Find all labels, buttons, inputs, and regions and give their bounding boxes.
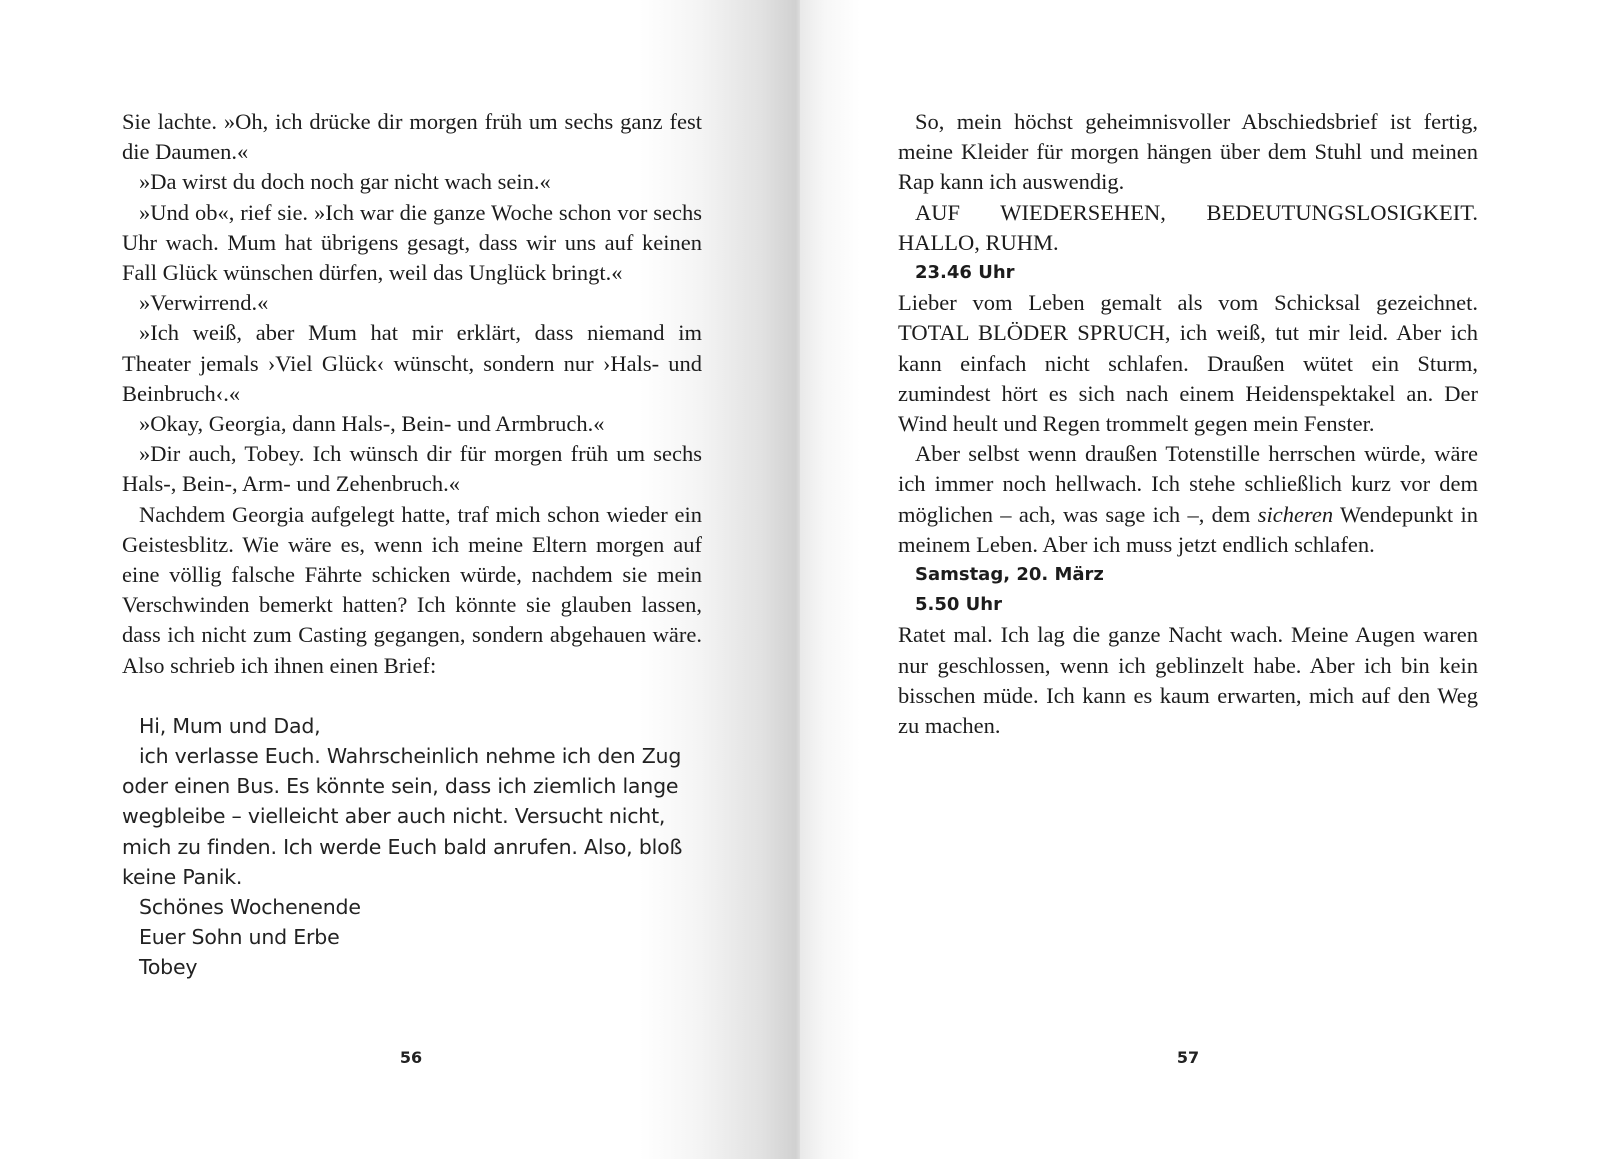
handwritten-letter xyxy=(122,711,702,983)
page-number-right: 57 xyxy=(1176,1048,1200,1067)
paragraph-with-emphasis xyxy=(898,439,1478,560)
diary-date-heading: Samstag, 20. März xyxy=(915,564,1104,586)
paragraph: »Okay, Georgia, dann Hals-, Bein- und Armbruch.« xyxy=(139,411,605,437)
letter-closing: Schönes Wochenende xyxy=(139,895,361,920)
paragraph: Ratet mal. Ich lag die ganze Nacht wach. Meine Augen waren nur geschlossen, wenn ich geblinzelt habe. Aber ich bin kein bisschen müde. Ich kann es kaum erwarten, mich auf den Weg zu machen. xyxy=(898,622,1478,739)
letter-signature-name: Tobey xyxy=(139,955,198,980)
paragraph: »Und ob«, rief sie. »Ich war die ganze Woche schon vor sechs Uhr wach. Mum hat übrigens gesagt, dass wir uns auf keinen Fall Glück wünschen dürfen, weil das Unglück bringt.« xyxy=(122,199,702,286)
emphasized-word: sicheren xyxy=(1257,501,1334,527)
right-page-text xyxy=(898,107,1478,741)
paragraph: Lieber vom Leben gemalt als vom Schicksal gezeichnet. TOTAL BLÖDER SPRUCH, ich weiß, tut mir leid. Aber ich kann einfach nicht schlafen. Draußen wütet ein Sturm, zumindest hört es sich nach einem Heidenspektakel an. Der Wind heult und Regen trommelt gegen mein Fenster. xyxy=(898,290,1478,437)
paragraph: »Ich weiß, aber Mum hat mir erklärt, dass niemand im Theater jemals ›Viel Glück‹ wünscht, sondern nur ›Hals- und Beinbruch‹.« xyxy=(122,320,702,406)
paragraph: »Da wirst du doch noch gar nicht wach sein.« xyxy=(139,169,551,195)
text-segment: Wendepunkt in meinem Leben. Aber ich muss jetzt endlich schlafen. xyxy=(898,501,1478,557)
letter-body: ich verlasse Euch. Wahrscheinlich nehme ich den Zug oder einen Bus. Es könnte sein, dass ich ziemlich lange wegbleibe – vielleicht aber auch nicht. Versucht nicht, mich zu finden. Ich werde Euch bald anrufen. Also, bloß keine Panik. xyxy=(122,744,683,889)
paragraph: So, mein höchst geheimnisvoller Abschiedsbrief ist fertig, meine Kleider für morgen hängen über dem Stuhl und meinen Rap kann ich auswendig. xyxy=(898,109,1478,195)
paragraph: Nachdem Georgia aufgelegt hatte, traf mich schon wieder ein Geistesblitz. Wie wäre es, wenn ich meine Eltern morgen auf eine völlig falsche Fährte schicken würde, nachdem sie mein Verschwinden bemerkt hatten? Ich könnte sie glauben lassen, dass ich nicht zum Casting gegangen, sondern abgehauen wäre. Also schrieb ich ihnen einen Brief: xyxy=(122,501,702,678)
page-number-left: 56 xyxy=(399,1048,423,1067)
paragraph: Sie lachte. »Oh, ich drücke dir morgen früh um sechs ganz fest die Daumen.« xyxy=(122,109,702,165)
paragraph: »Verwirrend.« xyxy=(139,290,269,316)
paragraph: AUF WIEDERSEHEN, BEDEUTUNGSLOSIGKEIT. HALLO, RUHM. xyxy=(898,199,1478,255)
letter-signoff: Euer Sohn und Erbe xyxy=(139,925,340,950)
diary-time-heading: 5.50 Uhr xyxy=(915,594,1002,616)
letter-greeting: Hi, Mum und Dad, xyxy=(139,713,321,738)
paragraph: »Dir auch, Tobey. Ich wünsch dir für morgen früh um sechs Hals-, Bein-, Arm- und Zehenbruch.« xyxy=(122,441,702,497)
right-page xyxy=(800,0,1600,1159)
text-segment: Aber selbst wenn draußen Totenstille herrschen würde, wäre ich immer noch hellwach. Ich stehe schließlich kurz vor dem möglichen – ach, was sage ich –, dem xyxy=(898,441,1478,527)
diary-time-heading: 23.46 Uhr xyxy=(915,262,1015,284)
left-page-text xyxy=(122,107,702,983)
